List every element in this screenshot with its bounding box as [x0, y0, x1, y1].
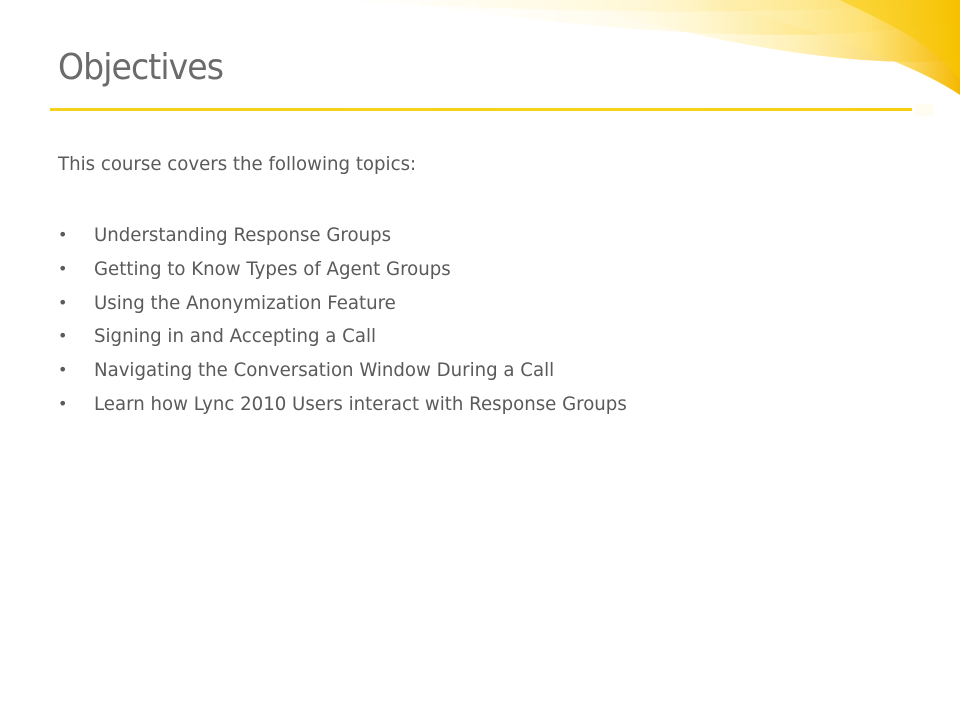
- topic-text: Learn how Lync 2010 Users interact with Response Groups: [94, 392, 627, 415]
- slide-title: Objectives: [58, 47, 224, 88]
- intro-text: This course covers the following topics:: [58, 153, 417, 175]
- bullet-icon: •: [58, 393, 68, 413]
- title-underline: [50, 108, 912, 111]
- topic-text: Understanding Response Groups: [94, 224, 392, 246]
- bullet-icon: •: [58, 326, 68, 346]
- bullet-icon: •: [58, 258, 68, 278]
- bullet-icon: •: [58, 225, 68, 244]
- bullet-icon: •: [58, 292, 68, 312]
- topic-text: Using the Anonymization Feature: [94, 291, 396, 314]
- topic-text: Signing in and Accepting a Call: [94, 325, 377, 348]
- bullet-icon: •: [58, 360, 68, 380]
- title-underline-cap: [914, 104, 934, 116]
- topic-text: Navigating the Conversation Window During a Call: [94, 359, 555, 382]
- topic-text: Getting to Know Types of Agent Groups: [94, 257, 451, 280]
